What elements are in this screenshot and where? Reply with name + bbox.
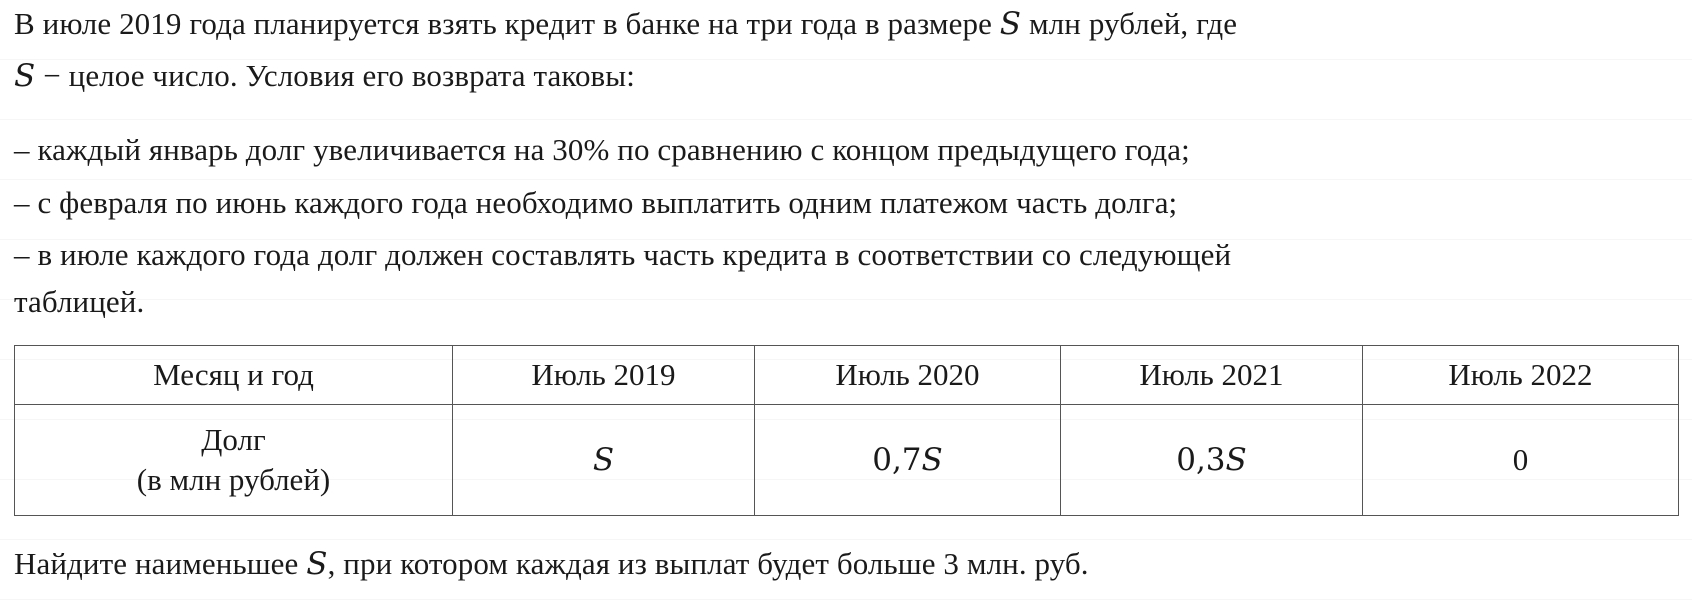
debt-value-2021-text: 0,3S xyxy=(1176,442,1247,478)
question xyxy=(14,544,1089,584)
intro-text: В июле 2019 года планируется взять кредит в банке на три года в размере xyxy=(14,6,1000,41)
debt-value-2020 xyxy=(755,405,1061,516)
problem-intro-line-1 xyxy=(14,4,1237,44)
header-cell-month-year: Месяц и год xyxy=(15,346,453,405)
condition-3: – в июле каждого года долг должен составлять часть кредита в соответствии со следующей xyxy=(14,237,1232,272)
debt-schedule-table xyxy=(14,345,1679,516)
row-label-line-2: (в млн рублей) xyxy=(136,462,331,497)
header-cell-july-2019: Июль 2019 xyxy=(453,346,755,405)
debt-value-2021 xyxy=(1061,405,1363,516)
row-label-line-1: Долг xyxy=(201,422,266,457)
variable-s: S xyxy=(999,6,1022,42)
header-cell-july-2022: Июль 2022 xyxy=(1363,346,1679,405)
variable-s: S xyxy=(14,58,36,94)
question-text-end: , при котором каждая из выплат будет больше 3 млн. руб. xyxy=(327,546,1089,581)
table-row-debt xyxy=(15,405,1679,516)
header-cell-july-2020: Июль 2020 xyxy=(755,346,1061,405)
debt-value-2019: S xyxy=(453,405,755,516)
conditions-intro: − целое число. Условия его возврата таковы: xyxy=(35,58,635,93)
condition-2: – с февраля по июнь каждого года необходимо выплатить одним платежом часть долга; xyxy=(14,185,1178,220)
variable-s: S xyxy=(306,546,328,582)
header-cell-july-2021: Июль 2021 xyxy=(1061,346,1363,405)
debt-value-2022: 0 xyxy=(1363,405,1679,516)
condition-3-continued: таблицей. xyxy=(14,284,145,319)
condition-1: – каждый январь долг увеличивается на 30% по сравнению с концом предыдущего года; xyxy=(14,132,1190,167)
debt-value-2020-text: 0,7S xyxy=(872,442,943,478)
question-text: Найдите наименьшее xyxy=(14,546,307,581)
problem-intro-line-2 xyxy=(14,56,635,96)
table-header-row xyxy=(15,346,1679,405)
intro-text-end: млн рублей, где xyxy=(1021,6,1238,41)
row-label-debt xyxy=(15,405,453,516)
